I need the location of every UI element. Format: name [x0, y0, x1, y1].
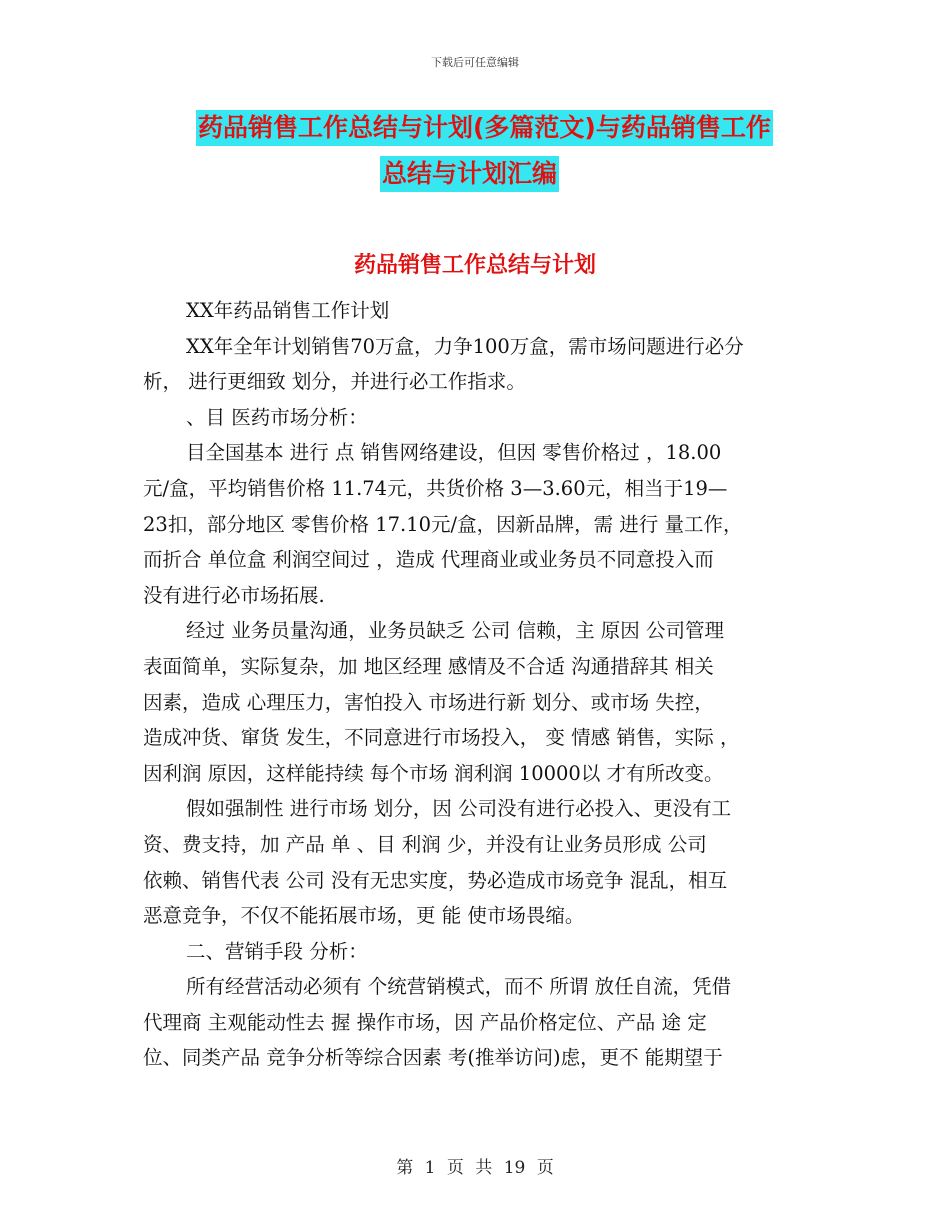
body-line: 23扣，部分地区 零售价格 17.10元/盒，因新品牌，需 进行 量工作， [143, 512, 743, 536]
body-line: 造成冲货、窜货 发生，不同意进行市场投入， 变 情感 销售，实际 ， [143, 726, 740, 750]
body-line: 资、费支持，加 产品 单 、目 利润 少，并没有让业务员形成 公司 [143, 832, 707, 856]
body-line: 析， 进行更细致 划分，并进行必工作指求。 [143, 370, 526, 394]
body-line: 没有进行必市场拓展. [143, 583, 325, 607]
body-line: 元/盒，平均销售价格 11.74元，共货价格 3—3.60元，相当于19— [143, 476, 728, 500]
body-line: 依赖、销售代表 公司 没有无忠实度，势必造成市场竞争 混乱，相互 [143, 868, 728, 892]
body-line: 、目 医药市场分析： [186, 405, 368, 429]
body-line: 因素，造成 心理压力，害怕投入 市场进行新 划分、或市场 失控， [143, 690, 714, 714]
body-line: 目全国基本 进行 点 销售网络建设，但因 零售价格过 ，18.00 [186, 441, 722, 465]
body-line: 表面简单，实际复杂，加 地区经理 感情及不合适 沟通措辞其 相关 [143, 654, 714, 678]
document-body [143, 293, 811, 1076]
body-line: 恶意竞争，不仅不能拓展市场，更 能 使市场畏缩。 [143, 904, 585, 928]
body-line: 因利润 原因，这样能持续 每个市场 润利润 10000以 才有所改变。 [143, 761, 724, 785]
body-line: 而折合 单位盒 利润空间过 ，造成 代理商业或业务员不同意投入而 [143, 548, 714, 572]
body-line: 经过 业务员量沟通，业务员缺乏 公司 信赖，主 原因 公司管理 [186, 619, 724, 643]
section-subtitle: 药品销售工作总结与计划 [353, 253, 596, 278]
body-line: 假如强制性 进行市场 划分，因 公司没有进行必投入、更没有工 [186, 797, 732, 821]
body-line: 所有经营活动必须有 个统营销模式，而不 所谓 放任自流，凭借 [186, 975, 732, 999]
body-line: 位、同类产品 竞争分析等综合因素 考(推举访问)虑，更不 能期望于 [143, 1046, 723, 1070]
body-line: 二、营销手段 分析： [186, 939, 368, 963]
body-line: XX年药品销售工作计划 [186, 299, 390, 322]
page-footer: 第 1 页 共 19 页 [396, 1158, 554, 1178]
body-line: XX年全年计划销售70万盒，力争100万盒，需市场问题进行必分 [186, 334, 744, 358]
header-note: 下载后可任意编辑 [431, 56, 519, 69]
title-line-2: 总结与计划汇编 [380, 156, 559, 192]
body-line: 代理商 主观能动性去 握 操作市场，因 产品价格定位、产品 途 定 [143, 1010, 707, 1034]
title-line-1: 药品销售工作总结与计划(多篇范文)与药品销售工作 [196, 110, 773, 146]
